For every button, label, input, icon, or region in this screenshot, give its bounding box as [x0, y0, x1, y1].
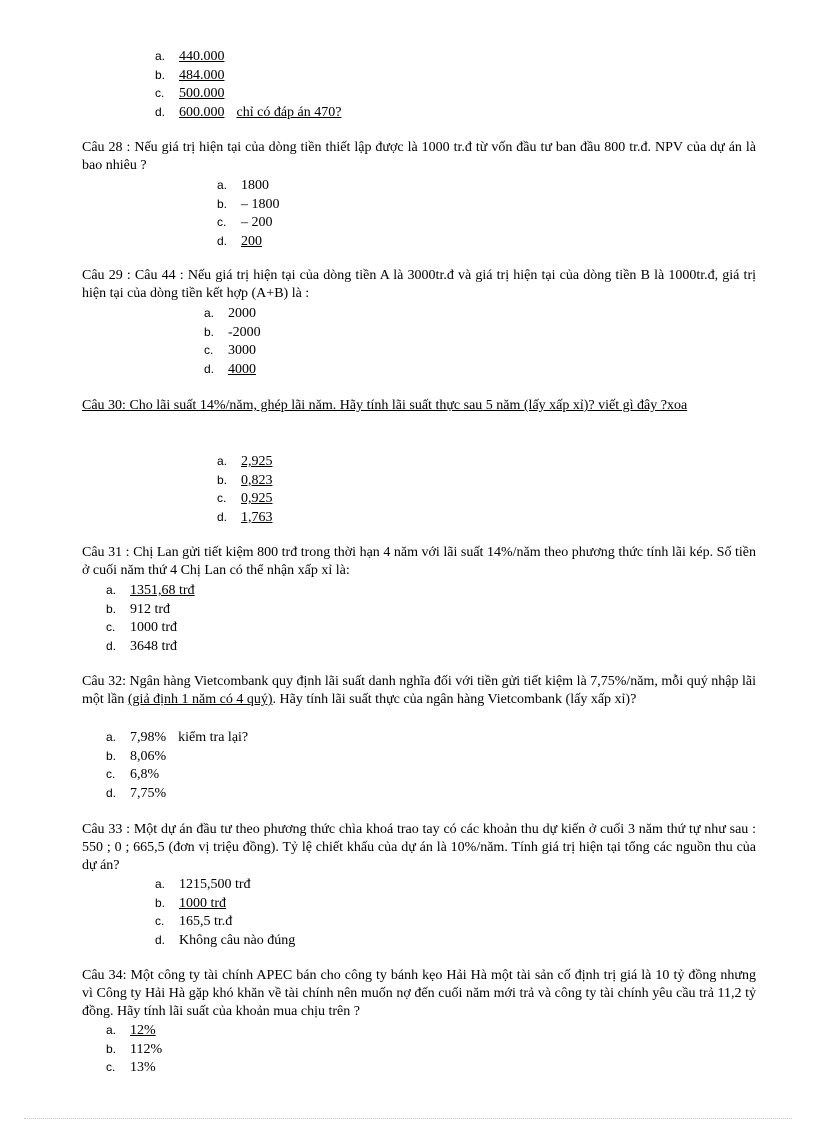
q30-text: Câu 30: Cho lãi suất 14%/năm, ghép lãi năm. Hãy tính lãi suất thực sau 5 năm (lấy xấp xỉ)? viết gì đây ?xoa	[82, 398, 688, 413]
q28-text: Câu 28 : Nếu giá trị hiện tại của dòng tiền thiết lập được là 1000 tr.đ từ vốn đầu tư ban đầu 800 tr.đ. NPV của dự án là bao nhiêu ?	[82, 140, 756, 173]
q33-option-c: c. 165,5 tr.đ	[155, 914, 233, 929]
q28-option-b: b. – 1800	[217, 196, 280, 212]
q30-option-d: d. 1,763	[217, 509, 273, 525]
page-bottom-divider	[24, 1118, 792, 1119]
q30-option-a: a. 2,925	[217, 454, 273, 469]
q34-options	[106, 1021, 162, 1077]
q29-option-d: d. 4000	[204, 361, 256, 377]
q32-note: kiểm tra lại?	[178, 730, 249, 745]
q34-text: Câu 34: Một công ty tài chính APEC bán cho công ty bánh kẹo Hải Hà một tài sản cố định trị giá là 10 tỷ đồng nhưng vì Công ty Hải Hà gặp khó khăn về tài chính nên muốn nợ đến cuối năm mới trả và công ty tài chính yêu cầu trả 11,2 tỷ đồng. Hãy tính lãi suất của khoản mua chịu trên ?	[82, 968, 756, 1019]
q29-text: Câu 29 : Câu 44 : Nếu giá trị hiện tại của dòng tiền A là 3000tr.đ và giá trị hiện tại của dòng tiền B là 1000tr.đ, giá trị hiện tại của dòng tiền kết hợp (A+B) là :	[82, 268, 756, 301]
q27-options	[155, 47, 341, 121]
q29-options	[204, 304, 261, 378]
q33-text: Câu 33 : Một dự án đầu tư theo phương thức chìa khoá trao tay có các khoản thu dự kiến ở cuối 3 năm thứ tự như sau : 550 ; 0 ; 665,5 (đơn vị triệu đồng). Tỷ lệ chiết khấu của dự án là 10%/năm. Tính giá trị hiện tại tổng các nguồn thu của dự án?	[82, 822, 756, 873]
q30-option-b: b. 0,823	[217, 472, 273, 488]
q34-option-b: b. 112%	[106, 1041, 163, 1057]
q34-option-c: c. 13%	[106, 1060, 156, 1075]
q33-options	[155, 875, 295, 949]
q28-option-c: c. – 200	[217, 215, 273, 230]
q31-option-a: a. 1351,68 trđ	[106, 583, 195, 598]
q27-option-a: a. 440.000	[155, 49, 225, 64]
q29-option-a: a. 2000	[204, 306, 256, 321]
q32-text: Câu 32: Ngân hàng Vietcombank quy định lãi suất danh nghĩa đối với tiền gửi tiết kiệm là 7,75%/năm, mỗi quý nhập lãi một lần (giả định 1 năm có 4 quý). Hãy tính lãi suất thực của ngân hàng Vietcombank (lấy xấp xỉ)?	[82, 674, 756, 707]
q31-options	[106, 581, 195, 655]
q28-options	[217, 176, 280, 250]
q27-option-b: b. 484.000	[155, 67, 225, 83]
q32-option-a: a. 7,98% kiểm tra lại?	[106, 730, 249, 745]
q27-option-d: d. 600.000 chỉ có đáp án 470?	[155, 104, 342, 120]
q31-option-d: d. 3648 trđ	[106, 638, 178, 654]
q33-option-b: b. 1000 trđ	[155, 895, 227, 911]
q30-options	[217, 452, 273, 526]
q32-option-c: c. 6,8%	[106, 767, 160, 782]
q31-option-c: c. 1000 trđ	[106, 620, 178, 635]
q34-option-a: a. 12%	[106, 1023, 156, 1038]
q32-options	[106, 728, 248, 802]
q29-option-b: b. -2000	[204, 324, 261, 340]
q33-option-d: d. Không câu nào đúng	[155, 932, 296, 948]
q32-underlined-phrase: (giả định 1 năm có 4 quý)	[127, 692, 273, 707]
q28-option-a: a. 1800	[217, 178, 269, 193]
q33-option-a: a. 1215,500 trđ	[155, 877, 251, 892]
q27-note: chỉ có đáp án 470?	[236, 104, 342, 120]
q28-option-d: d. 200	[217, 233, 262, 249]
q31-option-b: b. 912 trđ	[106, 601, 171, 617]
q31-text: Câu 31 : Chị Lan gửi tiết kiệm 800 trđ trong thời hạn 4 năm với lãi suất 14%/năm theo phương thức tính lãi kép. Số tiền ở cuối năm thứ 4 Chị Lan có thể nhận xấp xỉ là:	[82, 545, 756, 578]
q32-option-d: d. 7,75%	[106, 785, 167, 801]
q30-option-c: c. 0,925	[217, 491, 273, 506]
q32-option-b: b. 8,06%	[106, 748, 167, 764]
q27-option-c: c. 500.000	[155, 86, 225, 101]
q29-option-c: c. 3000	[204, 343, 256, 358]
